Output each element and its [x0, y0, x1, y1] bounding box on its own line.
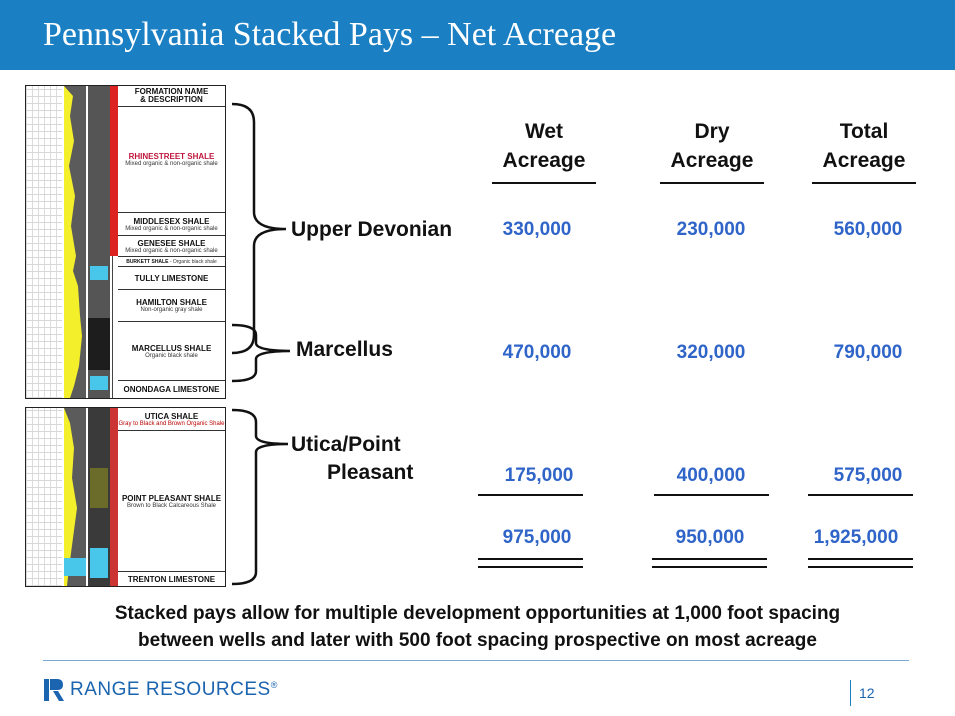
cell-marcellus-total: 790,000: [833, 342, 903, 363]
brace-utica: [230, 408, 290, 588]
group-utica-line2: Pleasant: [327, 461, 414, 484]
formation-hamilton: HAMILTON SHALE Non-organic gray shale: [118, 290, 225, 322]
subtotal-rule-dry: [654, 494, 769, 496]
column-header-dry: Dry Acreage: [670, 120, 754, 172]
formation-table: [118, 86, 225, 398]
cell-utica-total: 575,000: [833, 465, 903, 486]
total-dry: 950,000: [675, 527, 745, 548]
group-marcellus: Marcellus: [296, 338, 393, 361]
formation-tully: TULLY LIMESTONE: [118, 267, 225, 290]
resistivity-track-lower: [26, 408, 62, 586]
total-double-rule-wet: [478, 558, 583, 568]
column-header-wet: Wet Acreage: [502, 120, 586, 172]
gamma-ray-track: [64, 86, 86, 398]
formation-trenton: TRENTON LIMESTONE: [127, 574, 216, 584]
group-utica-line1: Utica/Point: [291, 433, 401, 456]
lithology-track: [88, 86, 110, 398]
formation-genesee: GENESEE SHALE Mixed organic & non-organic shale: [118, 236, 225, 257]
total-wet: 975,000: [502, 527, 572, 548]
cell-upper-devonian-dry: 230,000: [676, 219, 746, 240]
formation-table-lower: [118, 408, 225, 586]
formation-middlesex: MIDDLESEX SHALE Mixed organic & non-organic shale: [118, 213, 225, 236]
logo-text: RANGE RESOURCES: [70, 679, 271, 700]
page-number: 12: [850, 680, 875, 706]
caption: Stacked pays allow for multiple development opportunities at 1,000 foot spacing between wells and later with 500 foot spacing prospective on most acreage: [114, 603, 841, 651]
lithology-track-lower: [88, 408, 110, 586]
column-header-total: Total Acreage: [822, 120, 906, 172]
cell-utica-wet: 175,000: [504, 465, 574, 486]
stratigraphic-log-lower: [25, 407, 226, 587]
resistivity-track: [26, 86, 62, 398]
range-resources-logo: [44, 678, 277, 702]
range-logo-icon: [44, 679, 64, 701]
brace-upper-devonian: [230, 102, 290, 357]
logo-registered-mark: ®: [270, 680, 278, 690]
cell-marcellus-wet: 470,000: [502, 342, 572, 363]
well-log-tracks: [26, 86, 113, 398]
footer-divider: [43, 660, 909, 661]
stratigraphic-log-upper: [25, 85, 226, 399]
page-title: Pennsylvania Stacked Pays – Net Acreage: [43, 16, 617, 53]
formation-utica: UTICA SHALE Gray to Black and Brown Organic Shale: [118, 408, 225, 431]
pay-zone-marker-lower: [110, 408, 118, 586]
subtotal-rule-total: [808, 494, 913, 496]
total-total: 1,925,000: [813, 527, 899, 548]
header-underline-dry: [660, 182, 764, 184]
cell-marcellus-dry: 320,000: [676, 342, 746, 363]
group-upper-devonian: Upper Devonian: [291, 218, 453, 241]
title-bar: [0, 0, 955, 70]
subtotal-rule-wet: [478, 494, 583, 496]
pay-zone-marker: [110, 86, 118, 256]
formation-onondaga: ONONDAGA LIMESTONE: [123, 385, 220, 394]
header-underline-total: [812, 182, 916, 184]
cell-upper-devonian-total: 560,000: [833, 219, 903, 240]
formation-marcellus: MARCELLUS SHALE Organic black shale: [118, 322, 225, 381]
formation-burkett: BURKETT SHALE - Organic black shale: [118, 257, 225, 267]
well-log-tracks-lower: [26, 408, 113, 586]
brace-marcellus: [230, 323, 290, 383]
cell-utica-dry: 400,000: [676, 465, 746, 486]
total-double-rule-dry: [652, 558, 767, 568]
formation-header: FORMATION NAME & DESCRIPTION: [118, 86, 225, 107]
gamma-ray-track-lower: [64, 408, 86, 586]
header-underline-wet: [492, 182, 596, 184]
formation-point-pleasant: POINT PLEASANT SHALE Brown to Black Calcareous Shale: [118, 431, 225, 572]
cell-upper-devonian-wet: 330,000: [502, 219, 572, 240]
formation-rhinestreet: RHINESTREET SHALE Mixed organic & non-organic shale: [118, 107, 225, 213]
total-double-rule-total: [808, 558, 913, 568]
